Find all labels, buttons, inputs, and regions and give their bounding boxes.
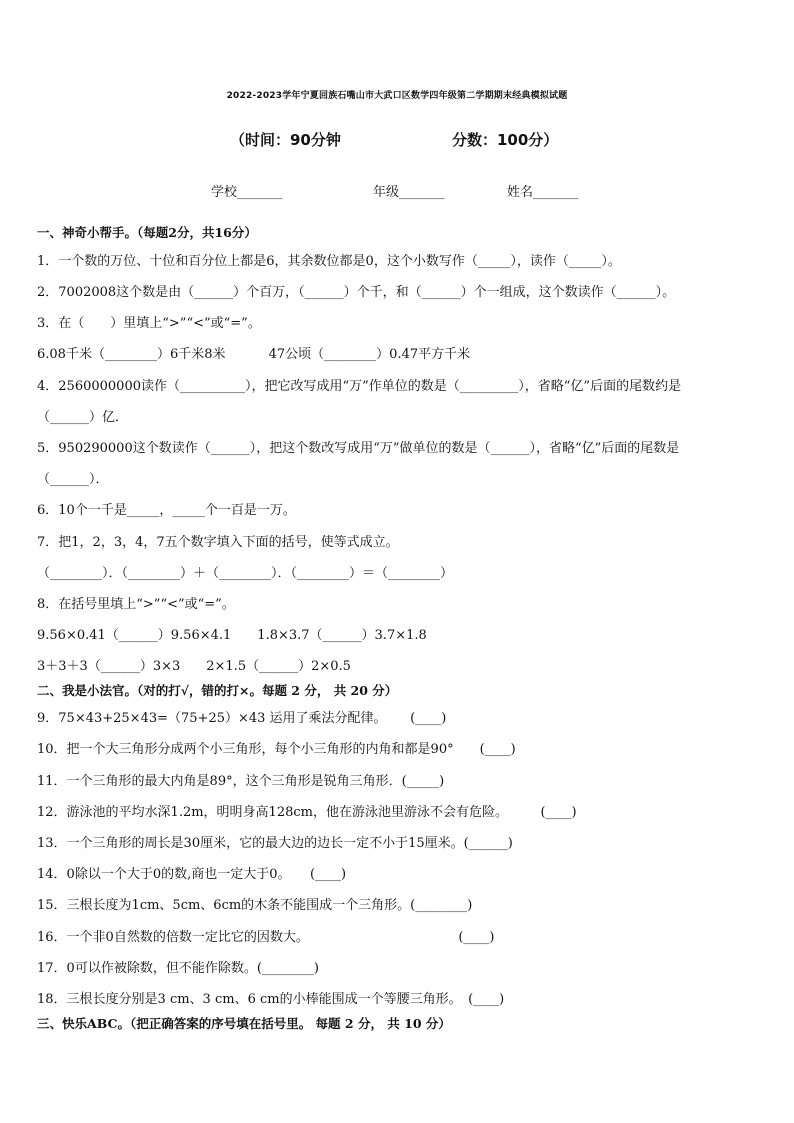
question-7-equation: （________）．（________）＋（________）．（________）＝（________） xyxy=(37,566,454,581)
page-title: 2022-2023学年宁夏回族石嘴山市大武口区数学四年级第二学期期末经典模拟试题 xyxy=(226,91,568,101)
section-1-heading: 一、神奇小帮手。（每题2分，共16分） xyxy=(37,225,257,240)
question-9: 9．75×43+25×43=（75+25）×43 运用了乘法分配律。 (____) xyxy=(37,711,447,726)
question-17: 17．0可以作被除数，但不能作除数。(________) xyxy=(37,961,319,976)
question-7: 7．把1，2，3，4，7五个数字填入下面的括号，使等式成立。 xyxy=(37,535,399,550)
question-3: 3．在（ ）里填上“>”“<”或“=”。 xyxy=(37,316,261,331)
question-8-row-1: 9.56×0.41（______）9.56×4.1 1.8×3.7（______）3.7×1.8 xyxy=(37,628,427,643)
question-4-cont: （______）亿． xyxy=(37,410,129,425)
section-3-heading: 三、快乐ABC。（把正确答案的序号填在括号里。 每题 2 分， 共 10 分） xyxy=(37,1016,451,1031)
question-6: 6．10个一千是_____，_____个一百是一万。 xyxy=(37,503,296,518)
question-5: 5．950290000这个数读作（______），把这个数改写成用“万”做单位的数是（______），省略“亿”后面的尾数是 xyxy=(37,441,680,456)
question-4: 4．2560000000读作（__________），把它改写成用“万”作单位的数是（_________），省略“亿”后面的尾数约是 xyxy=(37,379,682,394)
question-8: 8．在括号里填上“>”“<”或“=”。 xyxy=(37,597,235,612)
grade-field: 年级_______ xyxy=(373,185,445,200)
question-14: 14．0除以一个大于0的数,商也一定大于0。 (____) xyxy=(37,867,347,882)
question-11: 11．一个三角形的最大内角是89°，这个三角形是锐角三角形．(_____) xyxy=(37,774,445,789)
question-18: 18．三根长度分别是3 cm、3 cm、6 cm的小棒能围成一个等腰三角形。 (____) xyxy=(37,992,505,1007)
question-3-items: 6.08千米（________）6千米8米 47公顷（________）0.47平方千米 xyxy=(37,347,471,362)
name-field: 姓名_______ xyxy=(507,185,579,200)
section-2-heading: 二、我是小法官。（对的打√，错的打×。每题 2 分， 共 20 分） xyxy=(37,683,398,698)
question-2: 2．7002008这个数是由（______）个百万，（______）个千，和（______）个一组成，这个数读作（______）。 xyxy=(37,285,676,300)
question-15: 15．三根长度为1cm、5cm、6cm的木条不能围成一个三角形。(________) xyxy=(37,898,473,913)
question-10: 10．把一个大三角形分成两个小三角形，每个小三角形的内角和都是90° (____) xyxy=(37,742,516,757)
question-16: 16．一个非0自然数的倍数一定比它的因数大。 (____) xyxy=(37,930,495,945)
question-12: 12．游泳池的平均水深1.2m，明明身高128cm，他在游泳池里游泳不会有危险。 (____) xyxy=(37,805,577,820)
question-8-row-2: 3＋3＋3（______）3×3 2×1.5（______）2×0.5 xyxy=(37,659,351,674)
question-1: 1．一个数的万位、十位和百分位上都是6，其余数位都是0，这个小数写作（_____），读作（_____）。 xyxy=(37,254,621,269)
question-5-cont: （______）． xyxy=(37,472,109,487)
question-13: 13．一个三角形的周长是30厘米，它的最大边的边长一定不小于15厘米。(______) xyxy=(37,836,513,851)
exam-time: （时间：90分钟 xyxy=(230,131,341,149)
exam-score: 分数：100分） xyxy=(452,131,559,149)
school-field: 学校_______ xyxy=(211,185,283,200)
